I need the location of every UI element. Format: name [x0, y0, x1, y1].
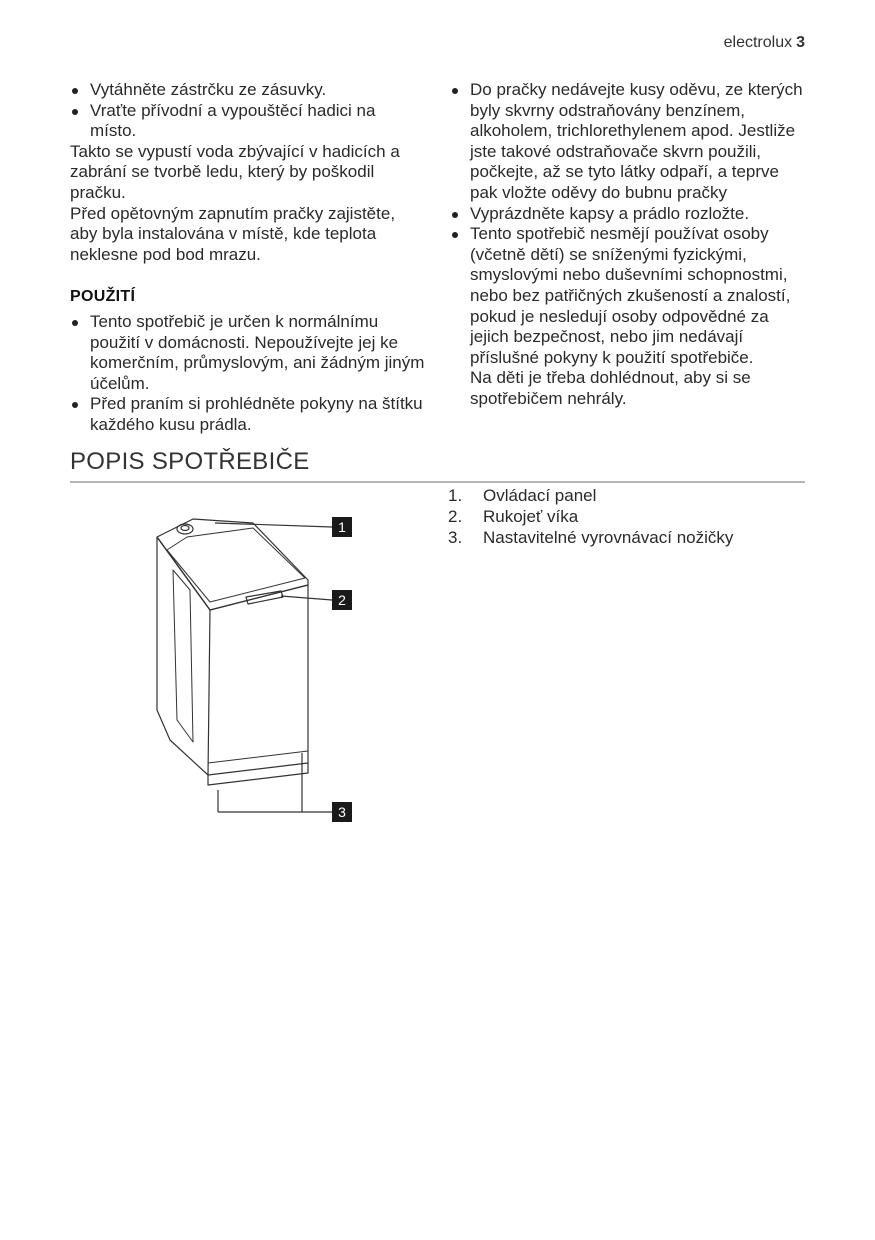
right-column	[450, 80, 810, 410]
usage-bullets	[70, 312, 425, 436]
callout-label: 1	[338, 519, 346, 535]
list-item	[448, 485, 733, 506]
callout-label: 3	[338, 804, 346, 820]
parts-list	[448, 485, 733, 548]
child-note: Na děti je třeba dohlédnout, aby si se spotřebičem nehrály.	[470, 368, 751, 408]
list-item: Před praním si prohlédněte pokyny na štítku každého kusu prádla.	[70, 394, 425, 435]
part-label: Nastavitelné vyrovnávací nožičky	[483, 528, 734, 547]
list-item	[448, 527, 733, 548]
part-label: Rukojeť víka	[483, 507, 579, 526]
list-item: Do pračky nedávejte kusy oděvu, ze kterých byly skvrny odstraňovány benzínem, alkoholem, trichlorethylenem apod. Jestliže jste takové odstraňovače skvrn použili, počkejte, až se tyto látky odpaří, a teprve pak vložte oděvy do bubnu pračky	[450, 80, 810, 204]
list-item: Tento spotřebič je určen k normálnímu použití v domácnosti. Nepoužívejte jej ke komerčním, průmyslovým, ani žádným jiným účelům.	[70, 312, 425, 394]
list-item	[448, 506, 733, 527]
part-number: 1.	[448, 486, 463, 505]
part-label: Ovládací panel	[483, 486, 597, 505]
part-number: 3.	[448, 528, 463, 547]
section-title: POPIS SPOTŘEBIČE	[70, 448, 310, 475]
storage-bullets	[70, 80, 425, 142]
brand-name: electrolux	[723, 34, 793, 51]
left-column	[70, 80, 425, 436]
usage-heading: POUŽITÍ	[70, 288, 136, 306]
paragraph: Před opětovným zapnutím pračky zajistěte, aby byla instalována v místě, kde teplota neklesne pod bod mrazu.	[70, 203, 396, 264]
section-divider	[70, 481, 805, 483]
list-item: Vraťte přívodní a vypouštěcí hadici na místo.	[70, 101, 425, 142]
callout-label: 2	[338, 592, 346, 608]
page-number: 3	[796, 34, 805, 51]
paragraph: Takto se vypustí voda zbývající v hadicích a zabrání se tvorbě ledu, který by poškodil pračku.	[70, 141, 400, 202]
washing-machine-illustration	[150, 510, 370, 830]
list-item: Vyprázdněte kapsy a prádlo rozložte.	[450, 204, 810, 225]
list-item: Tento spotřebič nesmějí používat osoby (včetně dětí) se sníženými fyzickými, smyslovými nebo duševními schopnostmi, nebo bez patřičných zkušeností a znalostí, pokud je nesledují osoby odpovědné za jejich bezpečnost, nebo jim nedávají příslušné pokyny k použití spotřebiče.	[450, 224, 810, 368]
safety-bullets	[450, 80, 810, 368]
page-header	[724, 34, 805, 52]
part-number: 2.	[448, 507, 463, 526]
list-item: Vytáhněte zástrčku ze zásuvky.	[70, 80, 425, 101]
